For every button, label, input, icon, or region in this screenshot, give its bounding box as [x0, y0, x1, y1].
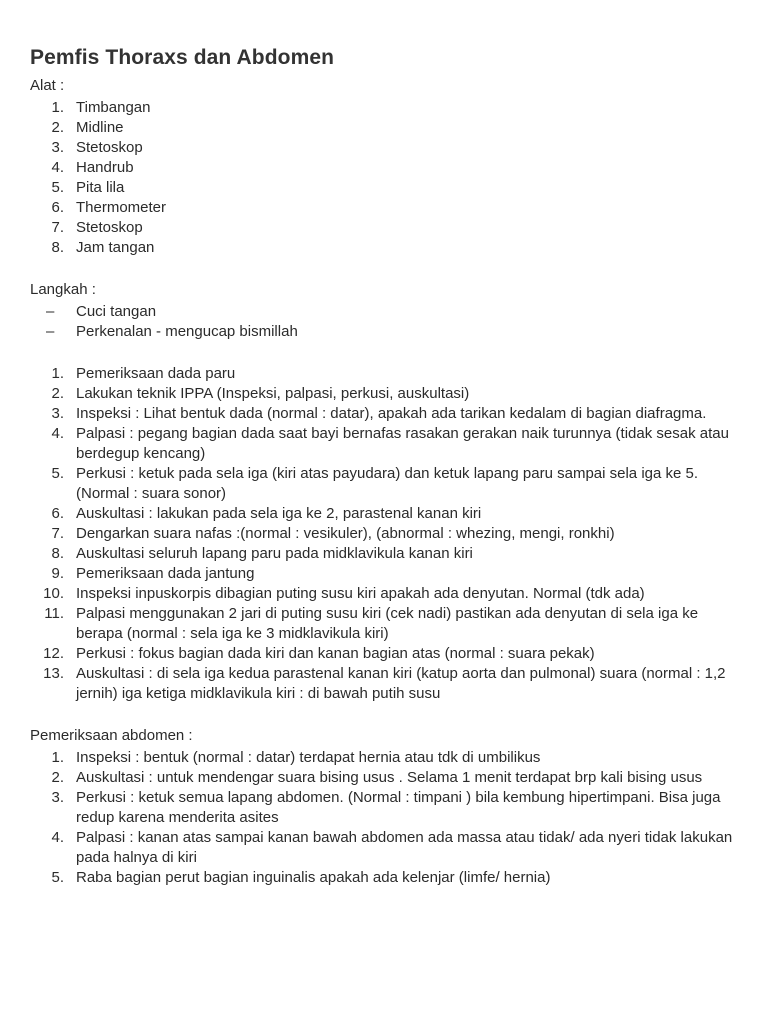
list-item: 8. Auskultasi seluruh lapang paru pada midklavikula kanan kiri: [51, 545, 473, 562]
list-item: 6. Auskultasi : lakukan pada sela iga ke 2, parastenal kanan kiri: [51, 505, 482, 522]
list-item: 6. Thermometer: [51, 199, 167, 216]
list-item: 3. Inspeksi : Lihat bentuk dada (normal : datar), apakah ada tarikan kedalam di bagian diafragma.: [51, 405, 707, 422]
list-item: 3. Perkusi : ketuk semua lapang abdomen. (Normal : timpani ) bila kembung hipertimpani. Bisa juga redup karena menderita asites: [51, 789, 721, 826]
list-item: 13. Auskultasi : di sela iga kedua parastenal kanan kiri (katup aorta dan pulmonal) suara (normal : 1,2 jernih) iga ketiga midklavikula kiri : di bawah putih susu: [43, 665, 726, 702]
list-item: 3. Stetoskop: [51, 139, 143, 156]
abdomen-step-list: [30, 748, 744, 888]
list-item: 1. Inspeksi : bentuk (normal : datar) terdapat hernia atau tdk di umbilikus: [51, 749, 541, 766]
list-item: 2. Lakukan teknik IPPA (Inspeksi, palpasi, perkusi, auskultasi): [51, 385, 470, 402]
list-item: 8. Jam tangan: [51, 239, 155, 256]
langkah-step-list: [30, 364, 744, 704]
list-item: – Cuci tangan: [46, 303, 157, 320]
list-item: 2. Auskultasi : untuk mendengar suara bising usus . Selama 1 menit terdapat brp kali bising usus: [51, 769, 703, 786]
list-item: 1. Timbangan: [51, 99, 151, 116]
alat-label: Alat :: [30, 77, 65, 94]
list-item: 2. Midline: [51, 119, 124, 136]
list-item: 1. Pemeriksaan dada paru: [51, 365, 236, 382]
list-item: 10. Inspeksi inpuskorpis dibagian puting susu kiri apakah ada denyutan. Normal (tdk ada): [43, 585, 645, 602]
langkah-label: Langkah :: [30, 281, 96, 298]
dash-bullet: –: [46, 323, 55, 340]
list-item: 7. Dengarkan suara nafas :(normal : vesikuler), (abnormal : whezing, mengi, ronkhi): [51, 525, 615, 542]
list-item: 5. Pita lila: [51, 179, 125, 196]
list-item: – Perkenalan - mengucap bismillah: [46, 323, 298, 340]
abdomen-label: Pemeriksaan abdomen :: [30, 727, 193, 744]
list-item: 5. Raba bagian perut bagian inguinalis apakah ada kelenjar (limfe/ hernia): [51, 869, 551, 886]
list-item: 4. Palpasi : pegang bagian dada saat bayi bernafas rasakan gerakan naik turunnya (tidak sesak atau berdegup kencang): [51, 425, 729, 462]
dash-bullet: –: [46, 303, 55, 320]
alat-list: [30, 98, 744, 258]
list-item: 4. Handrub: [51, 159, 134, 176]
list-item: 12. Perkusi : fokus bagian dada kiri dan kanan bagian atas (normal : suara pekak): [43, 645, 595, 662]
list-item: 11. Palpasi menggunakan 2 jari di puting susu kiri (cek nadi) pastikan ada denyutan di sela iga ke berapa (normal : sela iga ke 3 midklavikula kiri): [44, 605, 699, 642]
page-title: Pemfis Thoraxs dan Abdomen: [30, 46, 335, 69]
list-item: 9. Pemeriksaan dada jantung: [51, 565, 255, 582]
list-item: 7. Stetoskop: [51, 219, 143, 236]
list-item: 4. Palpasi : kanan atas sampai kanan bawah abdomen ada massa atau tidak/ ada nyeri tidak lakukan pada halnya di kiri: [51, 829, 733, 866]
langkah-bullet-list: [30, 302, 744, 342]
list-item: 5. Perkusi : ketuk pada sela iga (kiri atas payudara) dan ketuk lapang paru sampai sela iga ke 5. (Normal : suara sonor): [51, 465, 699, 502]
